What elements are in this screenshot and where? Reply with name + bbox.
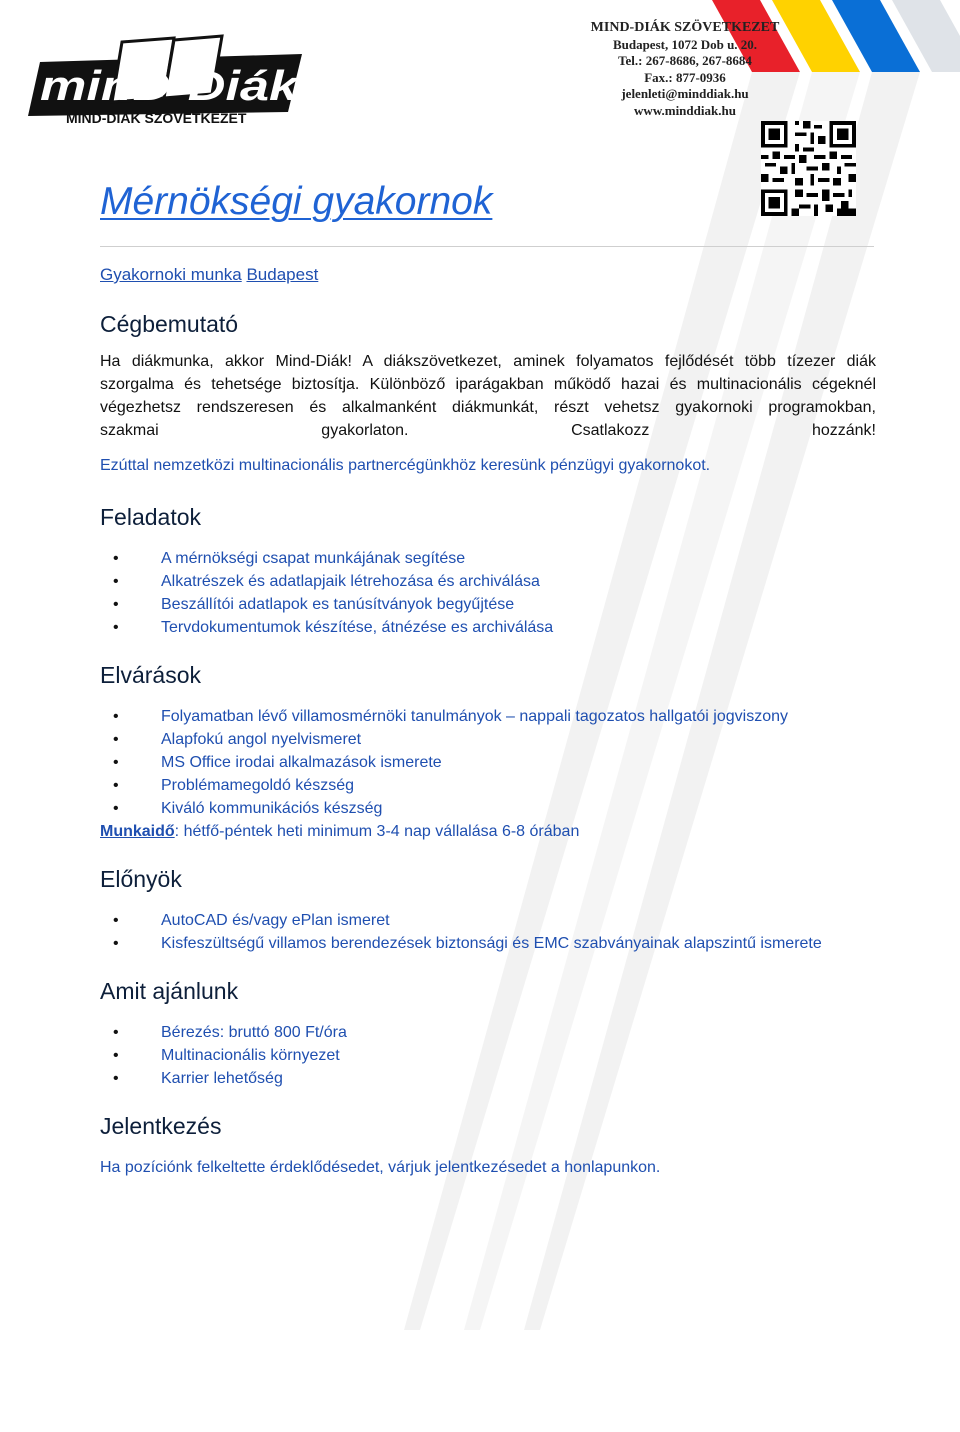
contact-tel: Tel.: 267-8686, 267-8684 <box>618 53 752 69</box>
logo-caption: MIND-DIÁK SZÖVETKEZET <box>66 110 247 126</box>
contact-block <box>570 20 800 120</box>
apply-text: Ha pozíciónk felkeltette érdeklődésedet, várjuk jelentkezésedet a honlapunkon. <box>100 1159 661 1176</box>
list-item: • Alkatrészek és adatlapjaik létrehozása és archiválása <box>100 570 876 593</box>
apply-heading: Jelentkezés <box>100 1113 222 1139</box>
intro-line: végezhetsz rendszeresen és alkalmanként diákmunkát, részt vehetsz gyakornoki programokban, <box>100 399 876 416</box>
list-item: • AutoCAD és/vagy ePlan ismeret <box>100 909 876 932</box>
intro-heading: Cégbemutató <box>100 311 239 337</box>
requirements-list <box>100 705 876 820</box>
page-title: Mérnökségi gyakornok <box>100 180 493 223</box>
list-item: • Multinacionális környezet <box>100 1044 876 1067</box>
list-item: • MS Office irodai alkalmazások ismerete <box>100 751 876 774</box>
contact-email[interactable]: jelenleti@minddiak.hu <box>621 86 749 102</box>
qr-code[interactable] <box>761 121 856 216</box>
worktime-line <box>100 820 876 843</box>
intro-text <box>100 350 876 442</box>
contact-fax: Fax.: 877-0936 <box>644 69 726 85</box>
list-item: • Kisfeszültségű villamos berendezések biztonsági és EMC szabványainak alapszintű ismerete <box>100 932 876 955</box>
intro-extra: Ezúttal nemzetközi multinacionális partnercégünkhöz keresünk pénzügyi gyakornokot. <box>100 457 711 474</box>
worktime-value: : hétfő-péntek heti minimum 3-4 nap vállalása 6-8 órában <box>174 823 580 840</box>
list-item: • Kiváló kommunikációs készség <box>100 797 876 820</box>
advantages-list <box>100 909 876 955</box>
list-item: • Problémamegoldó készség <box>100 774 876 797</box>
list-item: • Beszállítói adatlapok es tanúsítványok begyűjtése <box>100 593 876 616</box>
list-item: • Folyamatban lévő villamosmérnöki tanulmányok – nappali tagozatos hallgatói jogviszony <box>100 705 876 728</box>
offer-heading: Amit ajánlunk <box>100 978 239 1004</box>
list-item: • Tervdokumentumok készítése, átnézése es archiválása <box>100 616 876 639</box>
advantages-heading: Előnyök <box>100 866 182 892</box>
job-subtitle <box>100 264 876 286</box>
intro-line: Ha diákmunka, akkor Mind-Diák! A diákszövetkezet, aminek folyamatos fejlődését több tízezer diák <box>100 353 876 370</box>
job-location-link[interactable]: Budapest <box>246 265 319 284</box>
list-item: • Alapfokú angol nyelvismeret <box>100 728 876 751</box>
logo-brand-text: minD-Diák <box>40 62 302 109</box>
main-content <box>100 264 876 1179</box>
tasks-heading: Feladatok <box>100 504 202 530</box>
intro-line: szakmai gyakorlaton. Csatlakozz hozzánk! <box>100 422 876 439</box>
contact-address: Budapest, 1072 Dob u. 20. <box>612 36 758 52</box>
contact-org: MIND-DIÁK SZÖVETKEZET <box>590 20 780 35</box>
list-item: • A mérnökségi csapat munkájának segítése <box>100 547 876 570</box>
list-item: • Bérezés: bruttó 800 Ft/óra <box>100 1021 876 1044</box>
offer-list <box>100 1021 876 1090</box>
tasks-list <box>100 547 876 639</box>
job-category-link[interactable]: Gyakornoki munka <box>100 265 242 284</box>
worktime-label: Munkaidő <box>100 823 175 840</box>
contact-web[interactable]: www.minddiak.hu <box>634 102 736 118</box>
company-logo <box>26 28 306 130</box>
intro-line: szorgalma és tehetsége biztosítja. Különböző iparágakban működő hazai és multinacionális cégeknél <box>100 376 876 393</box>
list-item: • Karrier lehetőség <box>100 1067 876 1090</box>
requirements-heading: Elvárások <box>100 662 201 688</box>
title-divider <box>100 246 874 247</box>
